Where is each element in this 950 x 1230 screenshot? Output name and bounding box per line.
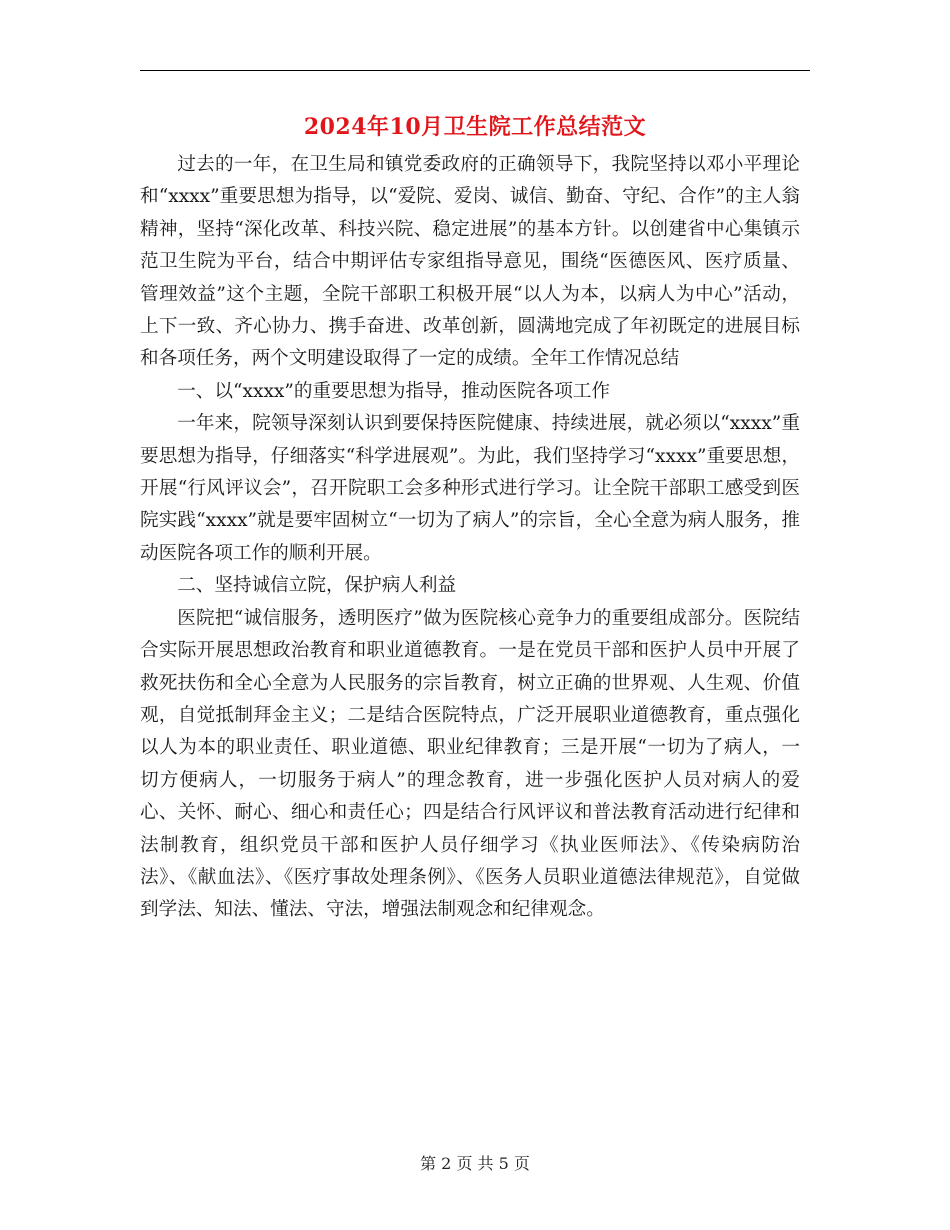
header-rule (140, 70, 810, 71)
document-title: 2024年10月卫生院工作总结范文 (303, 114, 647, 140)
section-heading-1: 一、以“xxxx”的重要思想为指导，推动医院各项工作 (177, 380, 611, 402)
paragraph-section-1: 一年来，院领导深刻认识到要保持医院健康、持续进展，就必须以“xxxx”重要思想为指导，仔细落实“科学进展观”。为此，我们坚持学习“xxxx”重要思想，开展“行风评议会”，召开院职工会多种形式进行学习。让全院干部职工感受到医院实践“xxxx”就是要牢固树立“一切为了病人”的宗旨，全心全意为病人服务，推动医院各项工作的顺利开展。 (140, 413, 800, 564)
section-heading-2: 二、坚持诚信立院，保护病人利益 (177, 575, 457, 597)
paragraph-section-2: 医院把“诚信服务，透明医疗”做为医院核心竞争力的重要组成部分。医院结合实际开展思想政治教育和职业道德教育。一是在党员干部和医护人员中开展了救死扶伤和全心全意为人民服务的宗旨教育，树立正确的世界观、人生观、价值观，自觉抵制拜金主义；二是结合医院特点，广泛开展职业道德教育，重点强化以人为本的职业责任、职业道德、职业纪律教育；三是开展“一切为了病人，一切方便病人，一切服务于病人”的理念教育，进一步强化医护人员对病人的爱心、关怀、耐心、细心和责任心；四是结合行风评议和普法教育活动进行纪律和法制教育，组织党员干部和医护人员仔细学习《执业医师法》、《传染病防治法》、《献血法》、《医疗事故处理条例》、《医务人员职业道德法律规范》，自觉做到学法、知法、懂法、守法，增强法制观念和纪律观念。 (140, 607, 800, 921)
page-number-footer: 第 2 页 共 5 页 (420, 1154, 530, 1173)
document-body (140, 149, 800, 927)
paragraph-intro: 过去的一年，在卫生局和镇党委政府的正确领导下，我院坚持以邓小平理论和“xxxx”重要思想为指导，以“爱院、爱岗、诚信、勤奋、守纪、合作”的主人翁精神，坚持“深化改革、科技兴院、稳定进展”的基本方针。以创建省中心集镇示范卫生院为平台，结合中期评估专家组指导意见，围绕“医德医风、医疗质量、管理效益”这个主题，全院干部职工积极开展“以人为本，以病人为中心”活动，上下一致、齐心协力、携手奋进、改革创新，圆满地完成了年初既定的进展目标和各项任务，两个文明建设取得了一定的成绩。全年工作情况总结 (140, 154, 800, 370)
